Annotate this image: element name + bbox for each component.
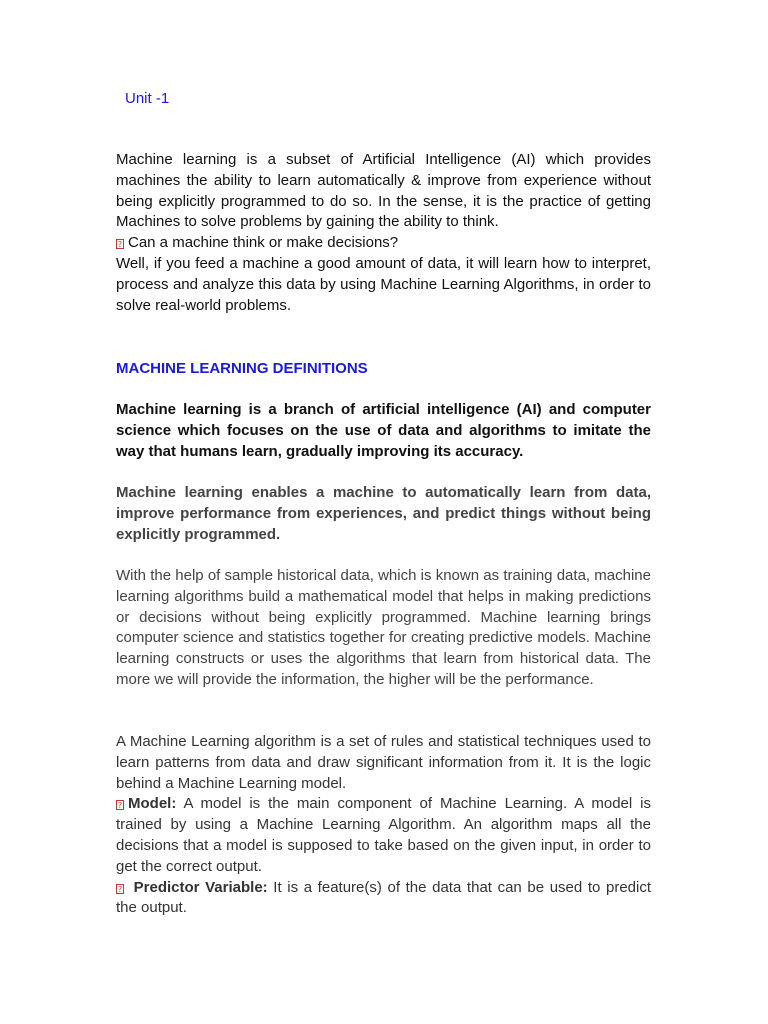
unit-title: Unit -1	[125, 90, 170, 107]
term-label: Model:	[128, 795, 177, 813]
bullet-icon: ?	[117, 801, 123, 811]
term-text: A model is the main component of Machine Learning. A model is trained by using a Machine Learning Algorithm. An algorithm maps all the decisions that a model is supposed to take based on the given input, in order to get the correct output.	[116, 795, 651, 875]
term-label: Predictor Variable:	[133, 878, 268, 896]
intro-paragraph: Machine learning is a subset of Artificial Intelligence (AI) which provides machines the ability to learn automatically & improve from experience without being explicitly programmed to do so. In the sense, it is the practice of getting Machines to solve problems by gaining the ability to think.	[116, 151, 651, 231]
term-model	[116, 794, 651, 877]
bullet-icon: ?	[117, 240, 123, 250]
definitions-heading: MACHINE LEARNING DEFINITIONS	[116, 360, 368, 377]
definition-2: Machine learning enables a machine to automatically learn from data, improve performance from experiences, and predict things without being explicitly programmed.	[116, 484, 651, 543]
answer-paragraph: Well, if you feed a machine a good amount of data, it will learn how to interpret, process and analyze this data by using Machine Learning Algorithms, in order to solve real-world problems.	[116, 254, 651, 314]
algorithm-paragraph: A Machine Learning algorithm is a set of rules and statistical techniques used to learn patterns from data and draw significant information from it. It is the logic behind a Machine Learning model.	[116, 733, 651, 792]
training-data-paragraph: With the help of sample historical data, which is known as training data, machine learning algorithms build a mathematical model that helps in making predictions or decisions without being explicitly programmed. Machine learning brings computer science and statistics together for creating predictive models. Machine learning constructs or uses the algorithms that learn from historical data. The more we will provide the information, the higher will be the performance.	[116, 567, 651, 688]
bullet-icon: ?	[117, 884, 123, 894]
question-line	[116, 233, 651, 254]
term-text: It is a feature(s) of the data that can be used to predict the output.	[116, 878, 652, 917]
algorithm-section	[116, 732, 651, 919]
intro-section	[116, 150, 651, 316]
definition-1: Machine learning is a branch of artificial intelligence (AI) and computer science which focuses on the use of data and algorithms to imitate the way that humans learn, gradually improving its accuracy.	[116, 401, 651, 460]
question-text: Can a machine think or make decisions?	[128, 234, 399, 252]
term-predictor-variable	[116, 878, 651, 920]
